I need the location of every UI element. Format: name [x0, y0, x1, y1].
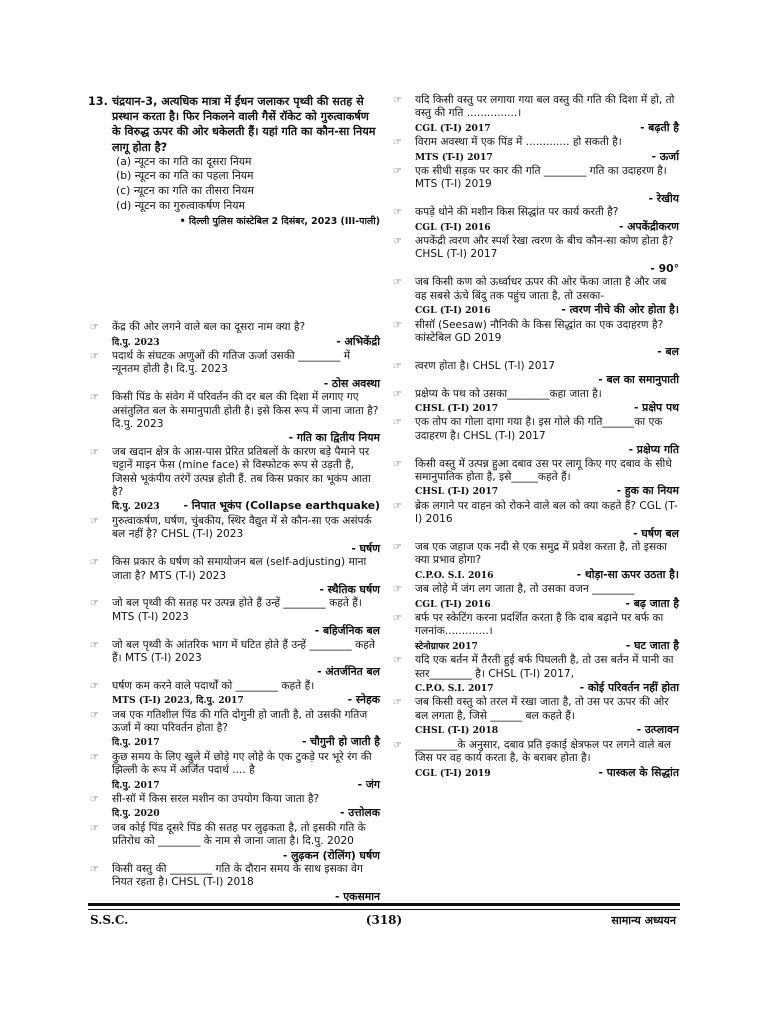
item-answer: - ऊर्जा	[651, 149, 679, 163]
item-answer: - अभिकेंद्री	[336, 334, 380, 348]
list-item	[391, 500, 679, 540]
item-question: केंद्र की ओर लगने वाले बल का दूसरा नाम क्या है?	[112, 321, 306, 334]
item-question: जब एक गतिशील पिंड की गति दोगुनी हो जाती है, तो उसकी गतिज ऊर्जा में क्या परिवर्तन होता है?	[112, 708, 368, 734]
hand-pointer-icon: ☞	[393, 613, 402, 625]
list-item	[391, 654, 679, 695]
hand-pointer-icon: ☞	[90, 351, 99, 362]
hand-pointer-icon: ☞	[90, 392, 99, 404]
hand-pointer-icon: ☞	[90, 515, 99, 527]
right-column	[391, 94, 679, 781]
answer-row	[112, 693, 380, 707]
answer-row	[415, 527, 679, 540]
list-item	[391, 612, 679, 653]
hand-pointer-icon: ☞	[393, 277, 402, 289]
hand-pointer-icon: ☞	[393, 739, 402, 751]
list-item	[391, 541, 679, 582]
item-answer: - पास्कल के सिद्धांत	[598, 765, 679, 779]
answer-row	[415, 597, 679, 611]
hand-pointer-icon: ☞	[90, 822, 99, 834]
question-number: 13.	[88, 95, 108, 108]
item-exam-source: दि.पु. 2017	[112, 737, 160, 749]
option-a: (a) न्यूटन का गति का दूसरा नियम	[116, 154, 252, 168]
item-answer: - बल	[657, 345, 679, 359]
item-answer: - घर्षण बल	[633, 526, 679, 540]
item-exam-source: दि.पु. 2023	[112, 501, 160, 513]
hand-pointer-icon: ☞	[393, 95, 402, 106]
hand-pointer-icon: ☞	[393, 360, 402, 372]
item-question: जो बल पृथ्वी के आंतरिक भाग में घटित होते हैं उन्हें ________ कहते हैं। MTS (T-I) 2023	[112, 638, 375, 664]
item-answer: - प्रक्षेप पथ	[633, 400, 679, 414]
item-exam-source: C.P.O. S.I. 2017	[415, 683, 494, 695]
option-c: (c) न्यूटन का गति का तीसरा नियम	[116, 184, 255, 197]
item-answer: - अपकेंद्रीकरण	[619, 219, 679, 233]
answer-row	[112, 890, 380, 903]
answer-row	[415, 401, 679, 415]
blank-space	[88, 229, 380, 321]
answer-row	[415, 639, 679, 653]
hand-pointer-icon: ☞	[90, 794, 99, 805]
answer-row	[112, 377, 380, 390]
item-question: घर्षण कम करने वाले पदार्थों को ________ कहते हैं।	[112, 679, 315, 692]
option-b: (b) न्यूटन का गति का पहला नियम	[116, 169, 254, 183]
item-answer: - प्रक्षेप्य गति	[628, 443, 679, 457]
question-source: • दिल्ली पुलिस कांस्टेबिल 2 दिसंबर, 2023 (III-पाली)	[179, 216, 380, 228]
answer-row	[112, 849, 380, 862]
right-fact-list	[391, 94, 679, 780]
footer-exam-name: S.S.C.	[90, 913, 129, 927]
item-answer: - रेखीय	[648, 191, 679, 205]
list-item	[88, 597, 380, 637]
item-question: किसी पिंड के संवेग में परिवर्तन की दर बल की दिशा में लगाए गए असंतुलित बल के समानुपाती होती है। इसे किस रूप में जाना जाता है? दि.पु. 2023	[112, 391, 379, 431]
question-13	[88, 94, 380, 229]
hand-pointer-icon: ☞	[90, 639, 99, 651]
item-question: त्वरण होता है। CHSL (T-I) 2017	[415, 359, 555, 372]
hand-pointer-icon: ☞	[90, 598, 99, 610]
item-answer: - स्थैतिक घर्षण	[319, 582, 380, 596]
hand-pointer-icon: ☞	[393, 166, 402, 178]
hand-pointer-icon: ☞	[90, 446, 99, 458]
item-question: एक सीधी सड़क पर कार की गति ________ गति का उदाहरण है। MTS (T-I) 2019	[415, 165, 667, 191]
item-question: किस प्रकार के घर्षण को समायोजन बल (self-adjusting) माना जाता है? MTS (T-I) 2023	[112, 556, 367, 582]
answer-row	[415, 121, 679, 135]
list-item	[88, 515, 380, 555]
item-exam-source: दि.पु. 2017	[112, 779, 160, 791]
item-exam-source: CHSL (T-I) 2018	[415, 725, 499, 737]
item-exam-source: CHSL (T-I) 2017	[415, 486, 499, 498]
hand-pointer-icon: ☞	[393, 584, 402, 596]
answer-row	[415, 484, 679, 498]
hand-pointer-icon: ☞	[393, 542, 402, 553]
hand-pointer-icon: ☞	[90, 709, 99, 721]
answer-row	[415, 303, 679, 317]
answer-row	[415, 681, 679, 695]
footer-rule-thin	[88, 909, 680, 910]
item-exam-source: MTS (T-I) 2017	[415, 151, 493, 163]
list-item	[88, 709, 380, 750]
item-answer: - गति का द्वितीय नियम	[288, 431, 380, 445]
item-answer: - अंतर्जनित बल	[317, 665, 380, 679]
item-question: जब कोई पिंड दूसरे पिंड की सतह पर लुढ़कता है, तो इसकी गति के प्रतिरोध को ________ के नाम से जाना जाता है। दि.पु. 2020	[112, 821, 366, 848]
list-item	[88, 822, 380, 862]
item-answer: - स्नेहक	[347, 693, 380, 707]
item-answer: - एकसमान	[334, 889, 380, 903]
list-item	[391, 94, 679, 135]
list-item	[391, 388, 679, 416]
hand-pointer-icon: ☞	[90, 751, 99, 763]
list-item	[88, 556, 380, 596]
item-answer: - बहिर्जनिक बल	[314, 624, 380, 638]
item-exam-source: CGL (T-I) 2019	[415, 767, 491, 779]
item-question: प्रक्षेप्य के पथ को उसका________कहा जाता है।	[415, 387, 602, 400]
list-item	[391, 136, 679, 164]
item-question: किसी वस्तु में उत्पन्न हुआ दबाव उस पर लागू किए गए दबाव के सीधे समानुपातिक होता है, इसे_____कहते हैं।	[415, 457, 672, 483]
item-exam-source: CGL (T-I) 2016	[415, 305, 491, 317]
answer-row	[415, 220, 679, 234]
answer-row	[112, 806, 380, 820]
answer-row	[112, 624, 380, 637]
item-answer: - ठोस अवस्था	[323, 376, 380, 390]
hand-pointer-icon: ☞	[393, 655, 402, 667]
item-answer: - उत्तोलक	[339, 806, 380, 820]
list-item	[88, 639, 380, 679]
list-item	[88, 751, 380, 792]
answer-row	[415, 723, 679, 737]
hand-pointer-icon: ☞	[393, 458, 402, 470]
item-question: यदि एक बर्तन में तैरती हुई बर्फ पिघलती है, तो उस बर्तन में पानी का स्तर________ है। CHSL (T-I) 2017,	[415, 654, 674, 680]
answer-row	[415, 443, 679, 456]
item-answer: - कोई परिवर्तन नहीं होता	[579, 681, 679, 695]
item-question: ब्रेक लगाने पर वाहन को रोकने वाले बल को क्या कहते हैं? CGL (T-I) 2016	[415, 499, 678, 526]
item-question: बर्फ पर स्केटिंग करना प्रदर्शित करता है कि दाब बढ़ाने पर बर्फ का गलनांक.............।	[415, 612, 664, 638]
list-item	[88, 793, 380, 821]
hand-pointer-icon: ☞	[393, 319, 402, 331]
hand-pointer-icon: ☞	[393, 137, 402, 149]
option-d: (d) न्यूटन का गुरुत्वाकर्षण नियम	[116, 198, 246, 212]
item-exam-source: CHSL (T-I) 2017	[415, 402, 499, 414]
hand-pointer-icon: ☞	[90, 322, 99, 334]
item-answer: - घट जाता है	[625, 638, 679, 652]
answer-row	[112, 335, 380, 349]
item-answer: - बढ़ती है	[640, 120, 679, 134]
item-question: पदार्थ के संघटक अणुओं की गतिज ऊर्जा उसकी ________ में न्यूनतम होती है। दि.पु. 2023	[112, 350, 351, 376]
item-exam-source: MTS (T-I) 2023, दि.पु. 2017	[112, 695, 244, 707]
item-question: जब लोहे में जंग लग जाता है, तो उसका वजन ________	[415, 583, 635, 596]
item-question: सी-सॉ में किस सरल मशीन का उपयोग किया जाता है?	[112, 793, 320, 805]
list-item	[88, 446, 380, 514]
hand-pointer-icon: ☞	[90, 680, 99, 692]
list-item	[391, 235, 679, 275]
list-item	[88, 863, 380, 903]
item-question: कुछ समय के लिए खुले में छोड़े गए लोहे के एक टुकड़े पर भूरे रंग की झिल्ली के रूप में अर्जित पदार्थ .... है	[112, 750, 372, 777]
item-exam-source: CGL (T-I) 2017	[415, 122, 491, 134]
hand-pointer-icon: ☞	[393, 236, 402, 248]
hand-pointer-icon: ☞	[90, 557, 99, 569]
list-item	[391, 458, 679, 499]
list-item	[391, 696, 679, 737]
item-answer: - बल का समानुपाती	[598, 373, 679, 387]
item-question: जब एक जहाज एक नदी से एक समुद्र में प्रवेश करता है, तो इसका क्या प्रभाव होगा?	[415, 541, 668, 567]
list-item	[391, 276, 679, 317]
hand-pointer-icon: ☞	[90, 864, 99, 876]
answer-row	[415, 262, 679, 275]
hand-pointer-icon: ☞	[393, 388, 402, 400]
item-question: जो बल पृथ्वी की सतह पर उत्पन्न होते हैं उन्हें ________ कहते हैं। MTS (T-I) 2023	[112, 597, 362, 623]
item-answer: - थोड़ा-सा ऊपर उठता है।	[576, 567, 679, 581]
list-item	[88, 321, 380, 349]
answer-row	[112, 499, 380, 513]
item-answer: - चौगुनी हो जाती है	[301, 735, 380, 749]
item-exam-source: स्टेनोग्राफर 2017	[415, 640, 478, 652]
item-answer: - निपात भूकंप (Collapse earthquake)	[183, 499, 380, 513]
answer-row	[112, 778, 380, 792]
answer-row	[415, 766, 679, 780]
item-question: गुरुत्वाकर्षण, घर्षण, चुंबकीय, स्थिर वैद्युत में से कौन-सा एक असंपर्क बल नहीं है? CHSL (T-I) 2023	[112, 514, 372, 541]
list-item	[88, 391, 380, 445]
page-number: (318)	[365, 913, 403, 927]
item-answer: - त्वरण नीचे की ओर होता है।	[561, 303, 679, 317]
item-question: ________के अनुसार, दबाव प्रति इकाई क्षेत्रफल पर लगने वाले बल जिस पर वह कार्य करता है, के बराबर होता है।	[415, 738, 672, 765]
answer-row	[112, 431, 380, 444]
item-question: कपड़े धोने की मशीन किस सिद्धांत पर कार्य करती है?	[415, 206, 619, 219]
answer-row	[415, 373, 679, 386]
answer-row	[112, 583, 380, 596]
list-item	[391, 206, 679, 234]
item-question: जब किसी वस्तु को तरल में रखा जाता है, तो उस पर ऊपर की ओर बल लगता है, जिसे ______ बल कहते हैं।	[415, 696, 669, 722]
hand-pointer-icon: ☞	[393, 417, 402, 429]
list-item	[391, 416, 679, 456]
answer-row	[415, 150, 679, 164]
item-answer: - बढ़ जाता है	[625, 596, 679, 610]
list-item	[88, 350, 380, 390]
answer-row	[112, 735, 380, 749]
item-answer: - उत्प्लावन	[636, 723, 679, 737]
item-question: सीसॉ (Seesaw) नौनिकी के किस सिद्धांत का एक उदाहरण है? कांस्टेबिल GD 2019	[415, 318, 664, 344]
item-exam-source: दि.पु. 2023	[112, 336, 160, 348]
item-question: किसी वस्तु की ________ गति के दौरान समय के साथ इसका वेग नियत रहता है। CHSL (T-I) 2018	[112, 863, 363, 889]
footer-rule-thick	[88, 903, 680, 906]
list-item	[391, 739, 679, 780]
list-item	[391, 583, 679, 611]
item-question: जब खदान क्षेत्र के आस-पास प्रेरित प्रतिबलों के कारण बड़े पैमाने पर चट्टानें माइन फेस (mine face) से विस्फोटक रूप से उड़ती हैं, जिससे भूकंपीय तरंगें उत्पन्न होती हैं. तब किस प्रकार का भूकंप आता है?	[112, 445, 371, 499]
item-answer: - 90°	[650, 261, 679, 275]
hand-pointer-icon: ☞	[393, 207, 402, 219]
left-column	[88, 94, 380, 904]
item-answer: - लुढ़कन (रोलिंग) घर्षण	[282, 848, 380, 862]
item-question: अपकेंद्री त्वरण और स्पर्श रेखा त्वरण के बीच कौन-सा कोण होता है? CHSL (T-I) 2017	[415, 235, 674, 261]
footer-subject: सामान्य अध्ययन	[611, 914, 676, 927]
item-exam-source: CGL (T-I) 2016	[415, 598, 491, 610]
item-answer: - घर्षण	[351, 541, 380, 555]
answer-row	[112, 665, 380, 678]
item-exam-source: CGL (T-I) 2016	[415, 221, 491, 233]
item-question: एक तोप का गोला दागा गया है। इस गोले की गति______का एक उदाहरण है। CHSL (T-I) 2017	[415, 416, 663, 442]
question-text: चंद्रयान-3, अत्यधिक मात्रा में ईंधन जलाकर पृथ्वी की सतह से प्रस्थान करता है। फिर निकलने वाली गैसें रॉकेट को गुरुत्वाकर्षण के विरुद्ध ऊपर की ओर धकेलती हैं। यहां गति का कौन-सा नियम लागू होता है?	[112, 95, 376, 154]
item-answer: - जंग	[357, 777, 380, 791]
hand-pointer-icon: ☞	[393, 500, 402, 512]
answer-row	[415, 345, 679, 358]
answer-row	[112, 542, 380, 555]
answer-row	[415, 192, 679, 205]
item-question: यदि किसी वस्तु पर लगाया गया बल वस्तु की गति की दिशा में हो, तो वस्तु की गति ...............।	[415, 94, 675, 120]
item-exam-source: C.P.O. S.I. 2016	[415, 569, 494, 581]
hand-pointer-icon: ☞	[393, 697, 402, 709]
item-answer: - हुक का नियम	[616, 484, 679, 498]
item-exam-source: दि.पु. 2020	[112, 808, 160, 820]
page-footer	[88, 913, 680, 931]
list-item	[391, 360, 679, 387]
item-question: विराम अवस्था में एक पिंड में ............. हो सकती है।	[415, 136, 622, 149]
left-fact-list	[88, 321, 380, 903]
item-question: जब किसी कण को ऊर्ध्वाधर ऊपर की ओर फेंका जाता है और जब वह सबसे ऊंचे बिंदु तक पहुंच जाता है, तो उसका-	[415, 276, 667, 302]
list-item	[391, 319, 679, 359]
list-item	[391, 165, 679, 205]
list-item	[88, 680, 380, 708]
answer-row	[415, 568, 679, 582]
